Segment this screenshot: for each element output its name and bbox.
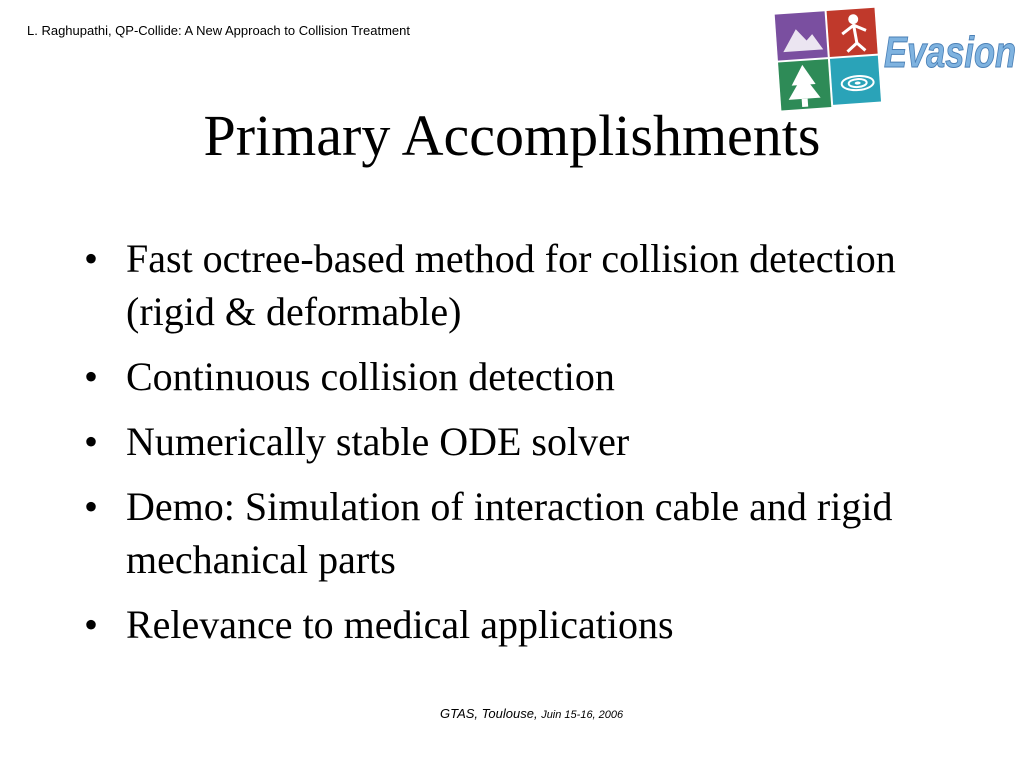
- slide-footer: [440, 706, 623, 721]
- bullet-text: Demo: Simulation of interaction cable and rigid mechanical parts: [126, 484, 893, 582]
- bullet-item: [84, 350, 944, 403]
- footer-date: Juin 15-16, 2006: [541, 709, 624, 721]
- bullet-marker: •: [84, 602, 99, 647]
- logo-wordmark: Evasion: [884, 28, 1016, 77]
- bullet-item: [84, 415, 944, 468]
- footer-event: GTAS, Toulouse,: [440, 706, 538, 721]
- evasion-logo: [774, 5, 1019, 113]
- slide-header: L. Raghupathi, QP-Collide: A New Approach to Collision Treatment: [27, 23, 410, 38]
- bullet-item: [84, 480, 944, 586]
- bullet-item: [84, 232, 944, 338]
- bullet-item: [84, 598, 944, 651]
- bullet-text: Continuous collision detection: [126, 354, 615, 399]
- bullet-marker: •: [84, 236, 99, 281]
- bullet-marker: •: [84, 354, 99, 399]
- bullet-text: Relevance to medical applications: [126, 602, 674, 647]
- slide-title: Primary Accomplishments: [203, 103, 821, 168]
- bullet-text: Fast octree-based method for collision detection (rigid & deformable): [126, 236, 896, 334]
- bullet-text: Numerically stable ODE solver: [126, 419, 630, 464]
- bullet-list: [84, 232, 944, 663]
- bullet-marker: •: [84, 419, 99, 464]
- bullet-marker: •: [84, 484, 99, 529]
